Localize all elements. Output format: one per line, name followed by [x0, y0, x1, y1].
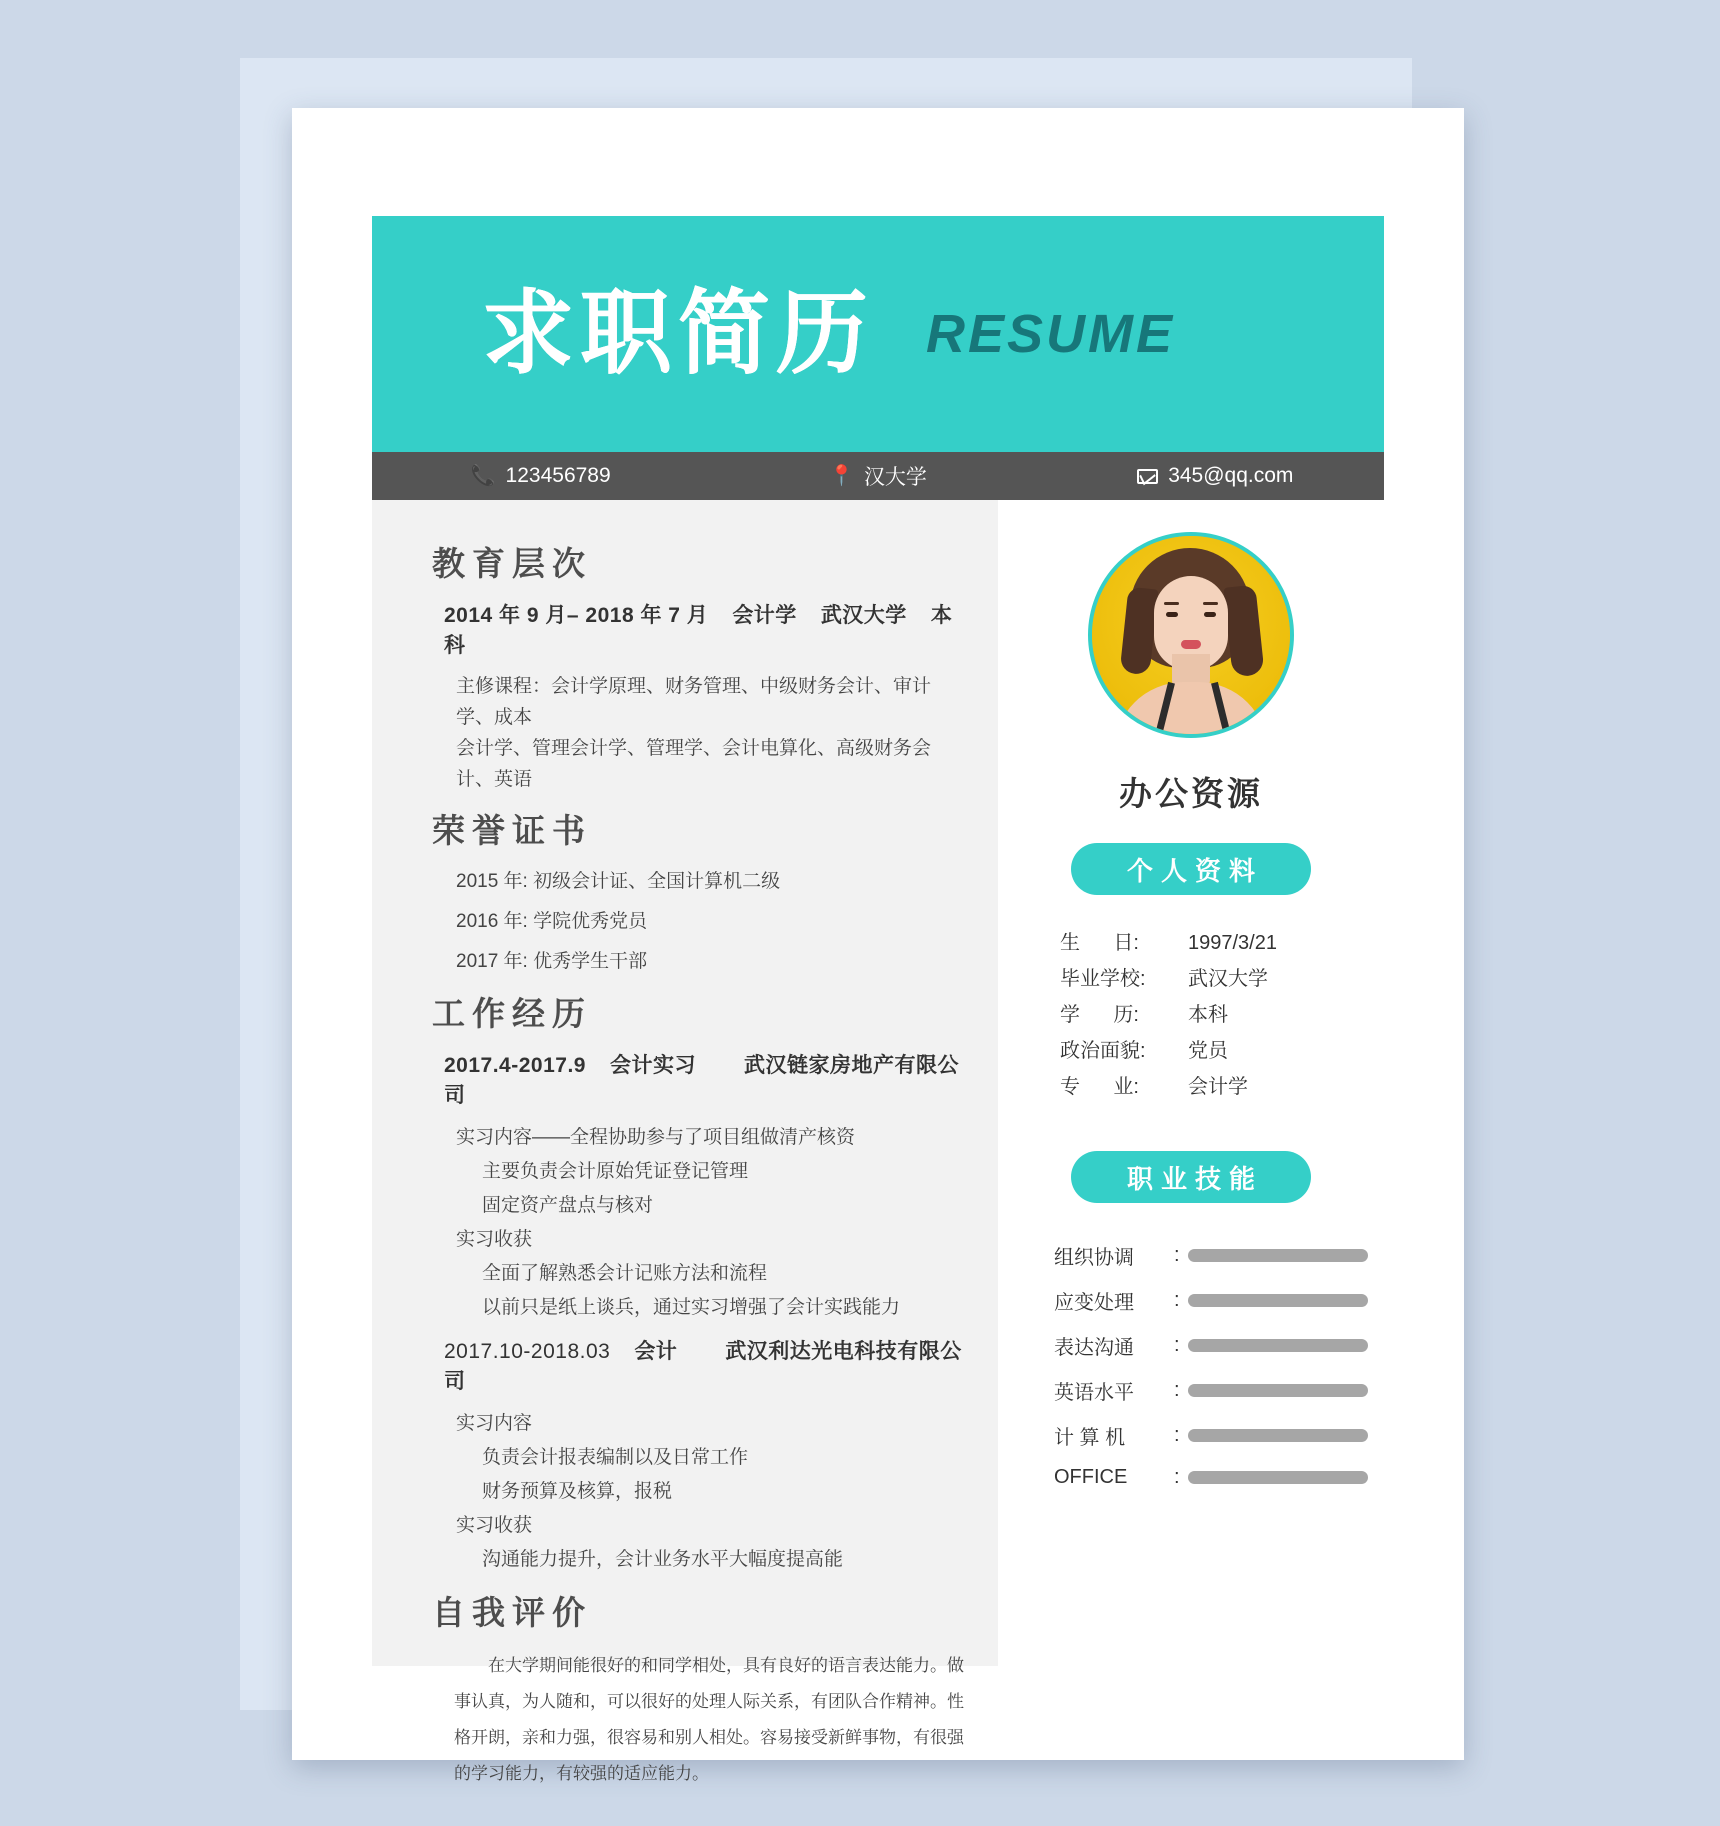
info-row	[1060, 1033, 1384, 1069]
skill-label: 计 算 机	[1054, 1427, 1126, 1449]
education-school: 武汉大学	[820, 604, 907, 627]
skill-row	[1054, 1241, 1384, 1270]
skill-colon: :	[1174, 1379, 1180, 1401]
skill-colon: :	[1174, 1424, 1180, 1446]
info-label: 学 历:	[1060, 1004, 1139, 1026]
work-job1-company: 武汉链家房地产有限公司	[444, 1054, 959, 1107]
avatar	[1088, 532, 1294, 738]
contact-school-value: 汉大学	[863, 466, 927, 489]
work-job2-role: 会计	[634, 1340, 678, 1363]
education-date: 2014 年 9 月– 2018 年 7 月	[444, 604, 709, 627]
education-entry-head	[444, 599, 968, 659]
contact-school[interactable]	[709, 461, 1046, 491]
skill-bar-track	[1188, 1429, 1368, 1442]
info-row	[1060, 961, 1384, 997]
work-job2-line: 财务预算及核算，报税	[482, 1481, 673, 1502]
skill-colon: :	[1174, 1244, 1180, 1266]
work-job1-head	[444, 1049, 968, 1109]
evaluation-body: 在大学期间能很好的和同学相处，具有良好的语言表达能力。做事认真，为人随和，可以很好的处理人际关系，有团队合作精神。性格开朗，亲和力强，很容易和别人相处。容易接受新鲜事物，有很强的学习能力，有较强的适应能力。	[454, 1656, 964, 1783]
logo-block	[482, 280, 1176, 387]
work-job1-line: 以前只是纸上谈兵，通过实习增强了会计实践能力	[482, 1297, 901, 1318]
page-title: 办公资源	[1119, 774, 1263, 813]
skill-colon: :	[1174, 1289, 1180, 1311]
right-column	[998, 500, 1384, 1666]
section-title-honors: 荣誉证书	[432, 811, 592, 850]
phone-icon: 📞	[470, 465, 496, 487]
skill-bar-track	[1188, 1384, 1368, 1397]
skill-label: 表达沟通	[1054, 1337, 1134, 1359]
mail-icon	[1137, 469, 1158, 484]
skill-row	[1054, 1286, 1384, 1315]
location-icon: 📍	[829, 465, 854, 487]
work-job2-date: 2017.10-2018.03	[444, 1340, 611, 1363]
skill-bar-track	[1188, 1471, 1368, 1484]
skill-row	[1054, 1376, 1384, 1405]
skill-row	[1054, 1331, 1384, 1360]
skill-label: OFFICE	[1054, 1466, 1128, 1488]
work-job2-line: 负责会计报表编制以及日常工作	[482, 1447, 749, 1468]
skill-bar-track	[1188, 1339, 1368, 1352]
section-title-education: 教育层次	[432, 544, 592, 583]
education-courses-line2: 会计学、管理会计学、管理学、会计电算化、高级财务会计、英语	[456, 738, 932, 790]
honor-item: 2015 年: 初级会计证、全国计算机二级	[456, 871, 781, 892]
work-job2-line: 实习收获	[456, 1515, 533, 1536]
skill-colon: :	[1174, 1334, 1180, 1356]
info-label: 生 日:	[1060, 932, 1139, 954]
resume-document	[372, 216, 1384, 1783]
skill-bar-track	[1188, 1294, 1368, 1307]
work-job2-company: 武汉利达光电科技有限公司	[444, 1340, 962, 1393]
personal-info-list	[1060, 925, 1384, 1105]
skill-label: 应变处理	[1054, 1292, 1134, 1314]
info-value: 会计学	[1188, 1076, 1248, 1098]
contact-phone[interactable]	[372, 464, 709, 488]
section-title-skills: 职业技能	[1071, 1151, 1311, 1203]
section-title-work: 工作经历	[432, 994, 592, 1033]
info-label: 政治面貌:	[1060, 1040, 1146, 1062]
info-value: 武汉大学	[1188, 968, 1268, 990]
work-job1-line: 实习内容——全程协助参与了项目组做清产核资	[456, 1127, 856, 1148]
honor-item: 2016 年: 学院优秀党员	[456, 911, 648, 932]
work-job1-role: 会计实习	[609, 1054, 696, 1077]
education-major: 会计学	[732, 604, 797, 627]
work-job2-line: 沟通能力提升，会计业务水平大幅度提高能	[482, 1549, 844, 1570]
info-value: 党员	[1188, 1040, 1228, 1062]
info-row	[1060, 925, 1384, 961]
skills-list	[1054, 1241, 1384, 1489]
work-job2-line: 实习内容	[456, 1413, 533, 1434]
resume-body	[372, 500, 1384, 1783]
contact-email-value: 345@qq.com	[1168, 464, 1294, 487]
section-title-personal-info: 个人资料	[1071, 843, 1311, 895]
contact-email[interactable]	[1047, 464, 1384, 488]
info-row	[1060, 997, 1384, 1033]
skill-bar-track	[1188, 1249, 1368, 1262]
work-job2-head	[444, 1335, 968, 1395]
skill-row	[1054, 1466, 1384, 1489]
contact-phone-value: 123456789	[505, 464, 611, 487]
work-job1-line: 实习收获	[456, 1229, 533, 1250]
info-label: 专 业:	[1060, 1076, 1139, 1098]
work-job1-date: 2017.4-2017.9	[444, 1054, 586, 1077]
contact-bar	[372, 452, 1384, 500]
work-job1-line: 固定资产盘点与核对	[482, 1195, 654, 1216]
skill-colon: :	[1174, 1466, 1180, 1488]
info-label: 毕业学校:	[1060, 968, 1146, 990]
work-job1-line: 主要负责会计原始凭证登记管理	[482, 1161, 749, 1182]
education-degree: 本科	[444, 604, 953, 657]
skill-label: 英语水平	[1054, 1382, 1134, 1404]
honor-item: 2017 年: 优秀学生干部	[456, 951, 648, 972]
info-value: 1997/3/21	[1188, 932, 1277, 954]
section-title-evaluation: 自我评价	[432, 1593, 592, 1632]
info-row	[1060, 1069, 1384, 1105]
skill-label: 组织协调	[1054, 1247, 1134, 1269]
work-job1-line: 全面了解熟悉会计记账方法和流程	[482, 1263, 768, 1284]
skill-row	[1054, 1421, 1384, 1450]
left-column	[372, 500, 998, 1783]
resume-header-banner	[372, 216, 1384, 452]
logo-title-cn: 求职简历	[482, 280, 875, 387]
education-courses-line1: 主修课程：会计学原理、财务管理、中级财务会计、审计学、成本	[456, 676, 932, 728]
info-value: 本科	[1188, 1004, 1228, 1026]
logo-title-en: RESUME	[926, 304, 1176, 364]
photo-wrapper	[998, 532, 1384, 738]
